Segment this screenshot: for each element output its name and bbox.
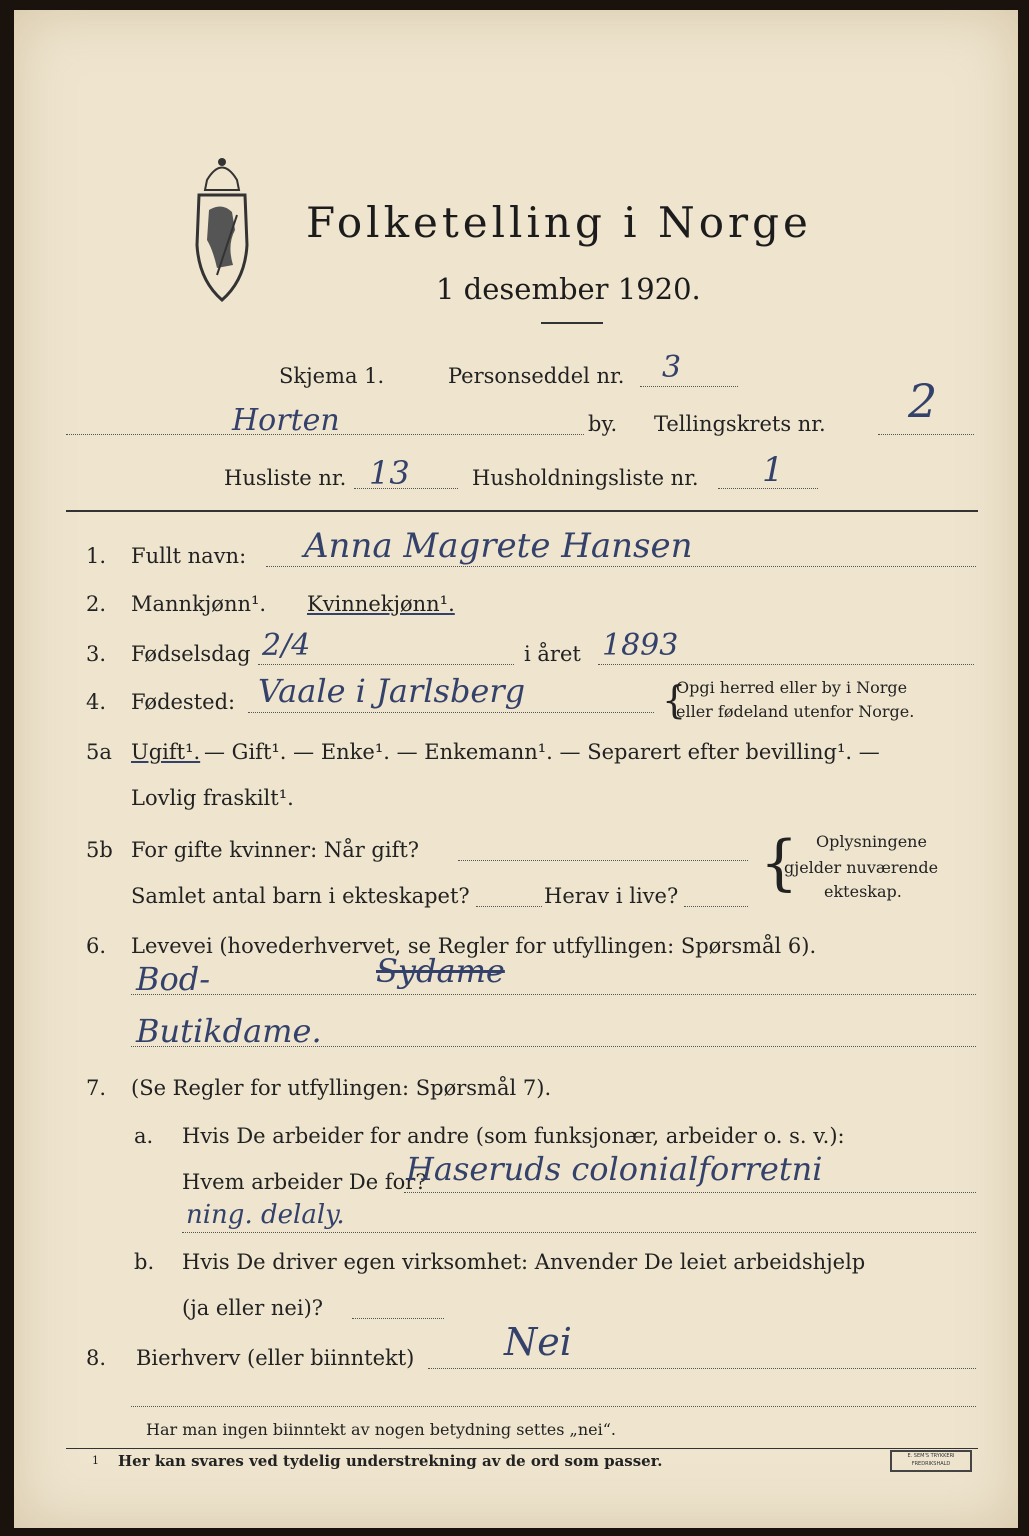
occupation-value-1b[interactable]: Sydame (376, 952, 505, 990)
marriage-note-1: Oplysningene (816, 832, 927, 851)
occupation-value-1a[interactable]: Bod- (136, 960, 211, 998)
side-income-label: Bierhverv (eller biinntekt) (136, 1346, 415, 1370)
occupation-value-2[interactable]: Butikdame. (136, 1012, 322, 1050)
q6-number: 6. (86, 934, 107, 958)
marriage-note-3: ekteskap. (824, 882, 902, 901)
husliste-label: Husliste nr. (224, 466, 347, 490)
personseddel-label: Personseddel nr. (448, 364, 625, 388)
employer-value-2[interactable]: ning. delaly. (186, 1200, 345, 1230)
q7b-letter: b. (134, 1250, 155, 1274)
birthday-value[interactable]: 2/4 (262, 628, 311, 663)
married-label: For gifte kvinner: Når gift? (131, 838, 420, 862)
side-income-value[interactable]: Nei (504, 1320, 572, 1364)
q5a-number: 5a (86, 740, 112, 764)
husliste-value[interactable]: 13 (369, 454, 410, 492)
q7-number: 7. (86, 1076, 107, 1100)
female-option[interactable]: Kvinnekjønn¹. (307, 592, 455, 616)
employer-value-1[interactable]: Haseruds colonialforretni (406, 1150, 823, 1188)
census-form: Folketelling i Norge 1 desember 1920. Skjema 1. Personseddel nr. 3 Horten by. Tellingskrets nr. 2 Husliste nr. 13 Husholdningsliste nr. 1 1. Fullt navn: Anna Magrete Hansen 2. Mannkjønn¹. Kvinnekjønn¹. 3. Fødselsdag 2/4 i året 1893 4. Fødested: Vaale i Jarlsberg { Opgi herred eller by i Norge eller fødeland utenfor Norge. 5a Ugift¹. — Gift¹. — Enke¹. — Enkemann¹. — Separert efter bevilling¹. — Lovlig fraskilt¹. 5b For gifte kvinner: Når gift? Samlet antal barn i ekteskapet? Herav i live? { Oplysningene gjelder nuværende ekteskap. 6. Levevei (hovederhvervet, se Regler for utfyllingen: Spørsmål 6). Bod- Sydame Butikdame. 7. (Se Regler for utfyllingen: Spørsmål 7). a. Hvis De arbeider for andre (som funksjonær, arbeider o. s. v.): Hvem arbeider De for? Haseruds colonialforretni ning. delaly. b. Hvis De driver egen virksomhet: Anvender De leiet arbeidshjelp (ja eller nei)? 8. Bierhverv (eller biinntekt) Nei Har man ingen biinntekt av nogen betydning settes „nei“. 1 Her kan svares ved tydelig understrekning av de ord som passer. E. SEM'S TRYKKERI FREDRIKSHALD (14, 10, 1018, 1528)
q7a-text: Hvis De arbeider for andre (som funksjonær, arbeider o. s. v.): (182, 1124, 845, 1148)
q2-number: 2. (86, 592, 107, 616)
footnote-number: 1 (92, 1454, 99, 1467)
q4-number: 4. (86, 690, 107, 714)
q1-label: Fullt navn: (131, 544, 247, 568)
census-date: 1 desember 1920. (436, 272, 701, 306)
footnote-text: Her kan svares ved tydelig understrekning av de ord som passer. (118, 1452, 663, 1470)
marital-options[interactable]: — Gift¹. — Enke¹. — Enkemann¹. — Separert efter bevilling¹. — (204, 740, 880, 764)
birthplace-note-1: Opgi herred eller by i Norge (676, 678, 908, 697)
birthplace-label: Fødested: (131, 690, 236, 714)
q1-number: 1. (86, 544, 107, 568)
hired-help-label: (ja eller nei)? (182, 1296, 324, 1320)
year-value[interactable]: 1893 (602, 628, 679, 663)
year-label: i året (524, 642, 581, 666)
coat-of-arms-icon (177, 150, 267, 310)
employer-label: Hvem arbeider De for? (182, 1170, 427, 1194)
full-name-value[interactable]: Anna Magrete Hansen (304, 526, 693, 566)
q5b-number: 5b (86, 838, 113, 862)
divider (541, 322, 603, 324)
q7b-text: Hvis De driver egen virksomhet: Anvender De leiet arbeidshjelp (182, 1250, 866, 1274)
q7a-letter: a. (134, 1124, 154, 1148)
children-label: Samlet antal barn i ekteskapet? (131, 884, 470, 908)
birthplace-value[interactable]: Vaale i Jarlsberg (258, 672, 526, 710)
husholdning-label: Husholdningsliste nr. (472, 466, 699, 490)
personseddel-value[interactable]: 3 (662, 350, 682, 385)
tellingskrets-value[interactable]: 2 (908, 374, 938, 428)
occupation-label: Levevei (hovederhvervet, se Regler for utfyllingen: Spørsmål 6). (131, 934, 817, 958)
income-note: Har man ingen biinntekt av nogen betydning settes „nei“. (146, 1420, 616, 1439)
skjema-label: Skjema 1. (279, 364, 385, 388)
marriage-note-2: gjelder nuværende (784, 858, 939, 877)
alive-label: Herav i live? (544, 884, 679, 908)
q7-label: (Se Regler for utfyllingen: Spørsmål 7). (131, 1076, 552, 1100)
q8-number: 8. (86, 1346, 107, 1370)
printer-stamp: E. SEM'S TRYKKERI FREDRIKSHALD (890, 1450, 972, 1472)
q3-number: 3. (86, 642, 107, 666)
section-rule (66, 510, 978, 512)
birthplace-note-2: eller fødeland utenfor Norge. (676, 702, 915, 721)
fraskilt-option[interactable]: Lovlig fraskilt¹. (131, 786, 294, 810)
husholdning-value[interactable]: 1 (762, 450, 784, 490)
form-title: Folketelling i Norge (306, 198, 812, 247)
city-value[interactable]: Horten (232, 403, 340, 438)
male-option[interactable]: Mannkjønn¹. (131, 592, 267, 616)
by-label: by. (588, 412, 618, 436)
ugift-option[interactable]: Ugift¹. (131, 740, 201, 764)
tellingskrets-label: Tellingskrets nr. (654, 412, 826, 436)
birthday-label: Fødselsdag (131, 642, 251, 666)
